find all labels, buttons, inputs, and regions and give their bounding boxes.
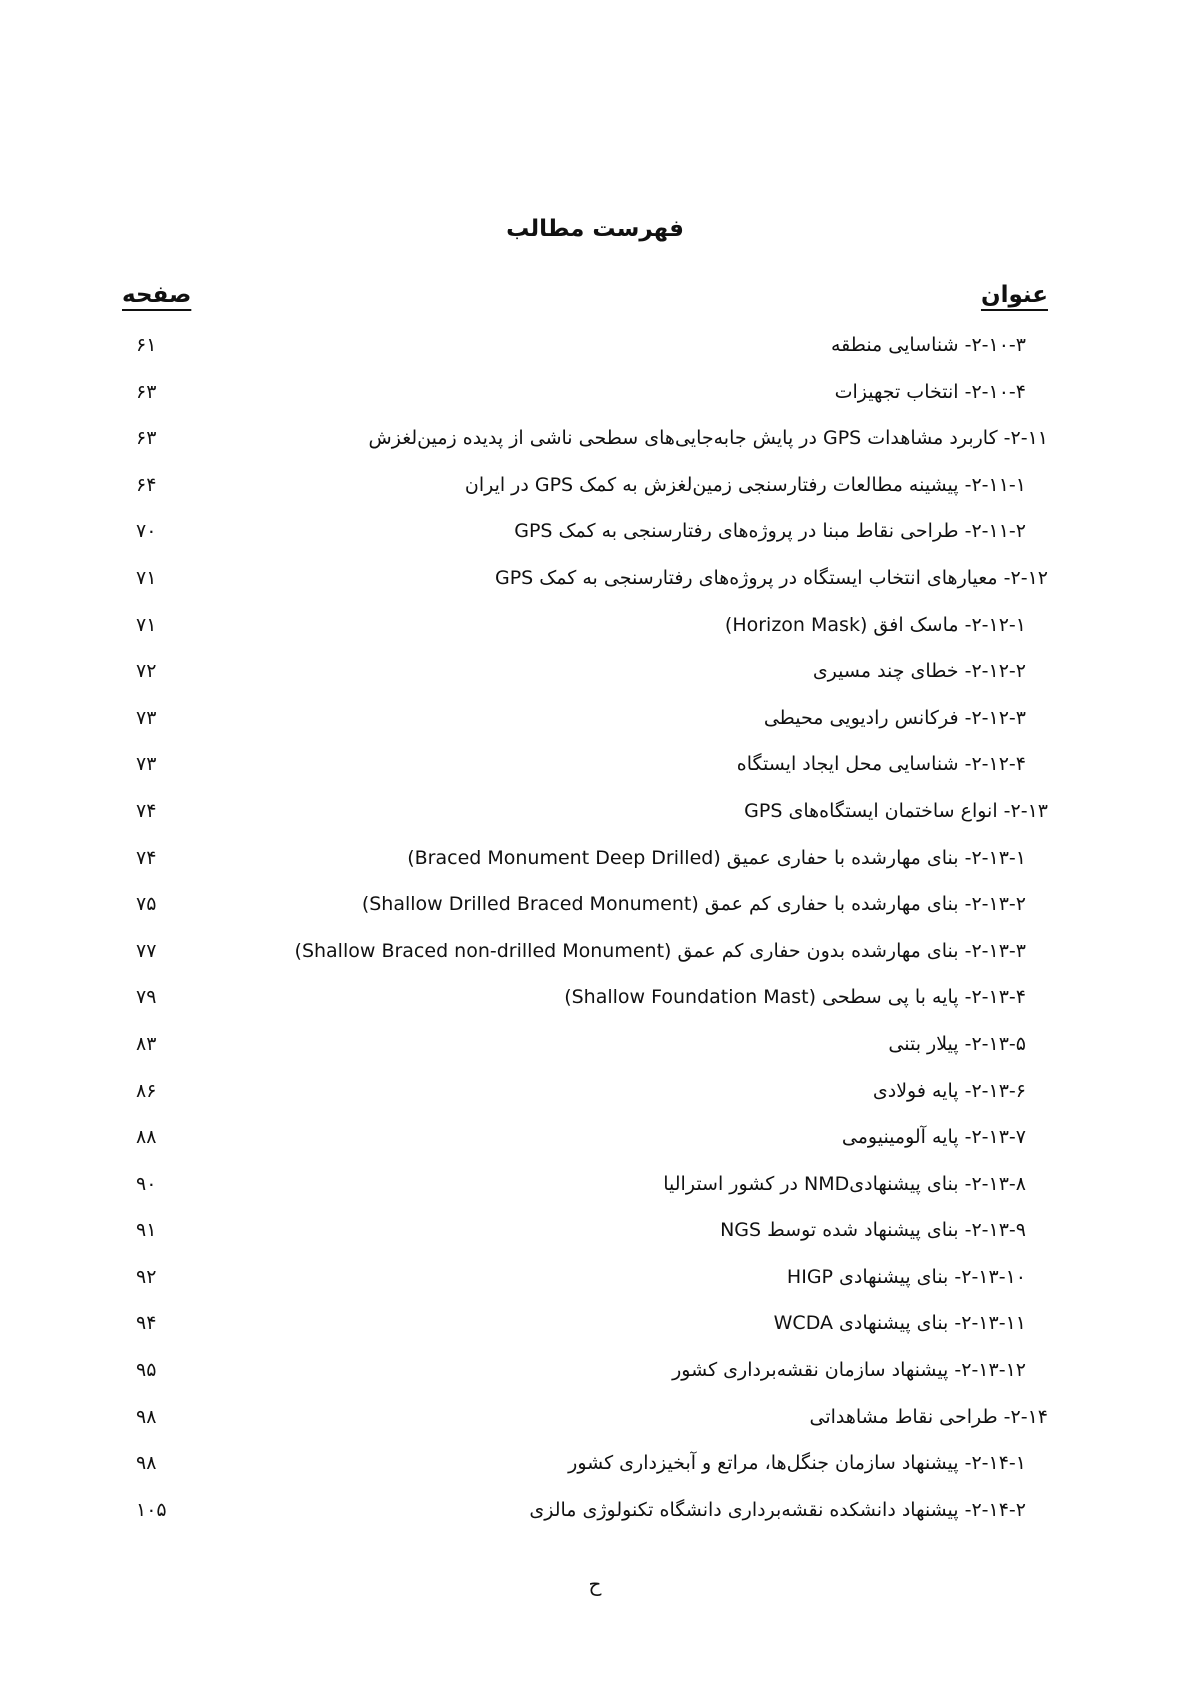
toc-entry-page: ۹۰ xyxy=(136,1172,157,1195)
title-column-header: عنوان xyxy=(980,282,1048,308)
toc-entry-title: ۲-۱۳-۴- پایه با پی سطحی (Shallow Foundation Mast) xyxy=(564,986,1026,1009)
toc-entry-title: ۲-۱۳-۳- بنای مهارشده بدون حفاری کم عمق (Shallow Braced non-drilled Monument) xyxy=(294,939,1026,962)
toc-entry[interactable] xyxy=(122,889,1048,936)
toc-entry-title: ۲-۱۰-۳- شناسایی منطقه xyxy=(830,334,1026,356)
toc-entry-page: ۷۲ xyxy=(136,660,157,683)
toc-entry[interactable] xyxy=(122,423,1048,470)
toc-entry[interactable] xyxy=(122,563,1048,610)
toc-entry-page: ۶۳ xyxy=(136,427,157,450)
toc-entry-page: ۹۱ xyxy=(136,1219,157,1242)
toc-entry[interactable] xyxy=(122,1495,1048,1542)
toc-entry[interactable] xyxy=(122,843,1048,890)
toc-entry-title: ۲-۱۳-۱۰- بنای پیشنهادی HIGP xyxy=(786,1265,1026,1288)
toc-entry[interactable] xyxy=(122,982,1048,1029)
toc-entry[interactable] xyxy=(122,516,1048,563)
toc-entry[interactable] xyxy=(122,703,1048,750)
page-number: ح xyxy=(588,1572,602,1596)
toc-entry-title: ۲-۱۳-۶- پایه فولادی xyxy=(872,1079,1026,1102)
toc-entry[interactable] xyxy=(122,796,1048,843)
toc-entry-title: ۲-۱۳- انواع ساختمان ایستگاه‌های GPS xyxy=(744,799,1048,822)
toc-entry[interactable] xyxy=(122,330,1048,377)
toc-entry-title: ۲-۱۱-۲- طراحی نقاط مبنا در پروژه‌های رفتارسنجی به کمک GPS xyxy=(514,520,1026,543)
toc-entry-page: ۷۵ xyxy=(136,893,157,916)
toc-entry-title: ۲-۱۳-۵- پیلار بتنی xyxy=(888,1032,1026,1055)
toc-entry-title: ۲-۱۲- معیارهای انتخاب ایستگاه در پروژه‌های رفتارسنجی به کمک GPS xyxy=(494,566,1048,589)
toc-entry-page: ۹۲ xyxy=(136,1265,157,1288)
toc-entry-title: ۲-۱۴- طراحی نقاط مشاهداتی xyxy=(809,1405,1048,1428)
toc-entry[interactable] xyxy=(122,1448,1048,1495)
toc-entry[interactable] xyxy=(122,749,1048,796)
toc-entry-title: ۲-۱۲-۲- خطای چند مسیری xyxy=(812,660,1026,683)
toc-entry-title: ۲-۱۳-۱۱- بنای پیشنهادی WCDA xyxy=(773,1312,1026,1335)
toc-entry-page: ۶۱ xyxy=(136,334,157,356)
toc-entry-page: ۷۳ xyxy=(136,753,157,776)
toc-entry-page: ۷۱ xyxy=(136,613,157,636)
toc-entry-page: ۷۳ xyxy=(136,706,157,729)
toc-entry-page: ۹۵ xyxy=(136,1359,157,1382)
toc-entry-page: ۱۰۵ xyxy=(136,1498,167,1521)
toc-entry[interactable] xyxy=(122,1215,1048,1262)
toc-entry[interactable] xyxy=(122,1169,1048,1216)
toc-entry-title: ۲-۱۳-۱۲- پیشنهاد سازمان نقشه‌برداری کشور xyxy=(672,1359,1026,1382)
toc-entry[interactable] xyxy=(122,656,1048,703)
toc-entry-title: ۲-۱۳-۸- بنای پیشنهادیNMD در کشور استرالیا xyxy=(663,1172,1026,1195)
toc-entry-title: ۲-۱۲-۳- فرکانس رادیویی محیطی xyxy=(763,706,1026,729)
toc-entry[interactable] xyxy=(122,936,1048,983)
toc-entry-page: ۷۹ xyxy=(136,986,157,1009)
toc-entry-title: ۲-۱۳-۱- بنای مهارشده با حفاری عمیق (Braced Monument Deep Drilled) xyxy=(407,846,1026,869)
toc-entry-title: ۲-۱۳-۹- بنای پیشنهاد شده توسط NGS xyxy=(720,1219,1026,1242)
page-column-header: صفحه xyxy=(122,282,192,308)
toc-entry-title: ۲-۱۲-۴- شناسایی محل ایجاد ایستگاه xyxy=(736,753,1026,776)
toc-entry[interactable] xyxy=(122,1355,1048,1402)
toc-entry-title: ۲-۱۴-۱- پیشنهاد سازمان جنگل‌ها، مراتع و آبخیزداری کشور xyxy=(568,1452,1026,1475)
toc-entry-page: ۷۰ xyxy=(136,520,157,543)
toc-entry-page: ۸۸ xyxy=(136,1126,157,1149)
toc-entry-title: ۲-۱۳-۷- پایه آلومینیومی xyxy=(841,1126,1026,1149)
toc-entry-page: ۷۱ xyxy=(136,566,157,589)
toc-entry-page: ۸۳ xyxy=(136,1032,157,1055)
toc-entry[interactable] xyxy=(122,1262,1048,1309)
toc-entry-title: ۲-۱۰-۴- انتخاب تجهیزات xyxy=(834,380,1026,403)
toc-entry-page: ۷۴ xyxy=(136,846,157,869)
toc-entry-page: ۹۸ xyxy=(136,1405,157,1428)
toc-entry[interactable] xyxy=(122,1076,1048,1123)
toc-entry-page: ۷۴ xyxy=(136,799,157,822)
toc-entry-page: ۸۶ xyxy=(136,1079,157,1102)
toc-header xyxy=(122,282,1048,316)
toc-list xyxy=(122,330,1048,1541)
toc-entry[interactable] xyxy=(122,377,1048,424)
toc-entry-page: ۹۸ xyxy=(136,1452,157,1475)
toc-entry-title: ۲-۱۴-۲- پیشنهاد دانشکده نقشه‌برداری دانشگاه تکنولوژی مالزی xyxy=(529,1498,1026,1521)
toc-entry-page: ۹۴ xyxy=(136,1312,157,1335)
toc-entry-title: ۲-۱۳-۲- بنای مهارشده با حفاری کم عمق (Shallow Drilled Braced Monument) xyxy=(361,893,1026,916)
toc-entry[interactable] xyxy=(122,1402,1048,1449)
toc-entry-page: ۷۷ xyxy=(136,939,157,962)
toc-entry-title: ۲-۱۱- کاربرد مشاهدات GPS در پایش جابه‌جایی‌های سطحی ناشی از پدیده زمین‌لغزش xyxy=(368,427,1048,450)
toc-entry-page: ۶۳ xyxy=(136,380,157,403)
toc-entry[interactable] xyxy=(122,1029,1048,1076)
page-title: فهرست مطالب xyxy=(506,216,684,242)
toc-entry[interactable] xyxy=(122,470,1048,517)
toc-entry[interactable] xyxy=(122,1122,1048,1169)
toc-entry-page: ۶۴ xyxy=(136,473,157,496)
toc-entry-title: ۲-۱۲-۱- ماسک افق (Horizon Mask) xyxy=(724,613,1026,636)
toc-entry-title: ۲-۱۱-۱- پیشینه مطالعات رفتارسنجی زمین‌لغزش به کمک GPS در ایران xyxy=(464,473,1026,496)
toc-entry[interactable] xyxy=(122,610,1048,657)
toc-entry[interactable] xyxy=(122,1308,1048,1355)
